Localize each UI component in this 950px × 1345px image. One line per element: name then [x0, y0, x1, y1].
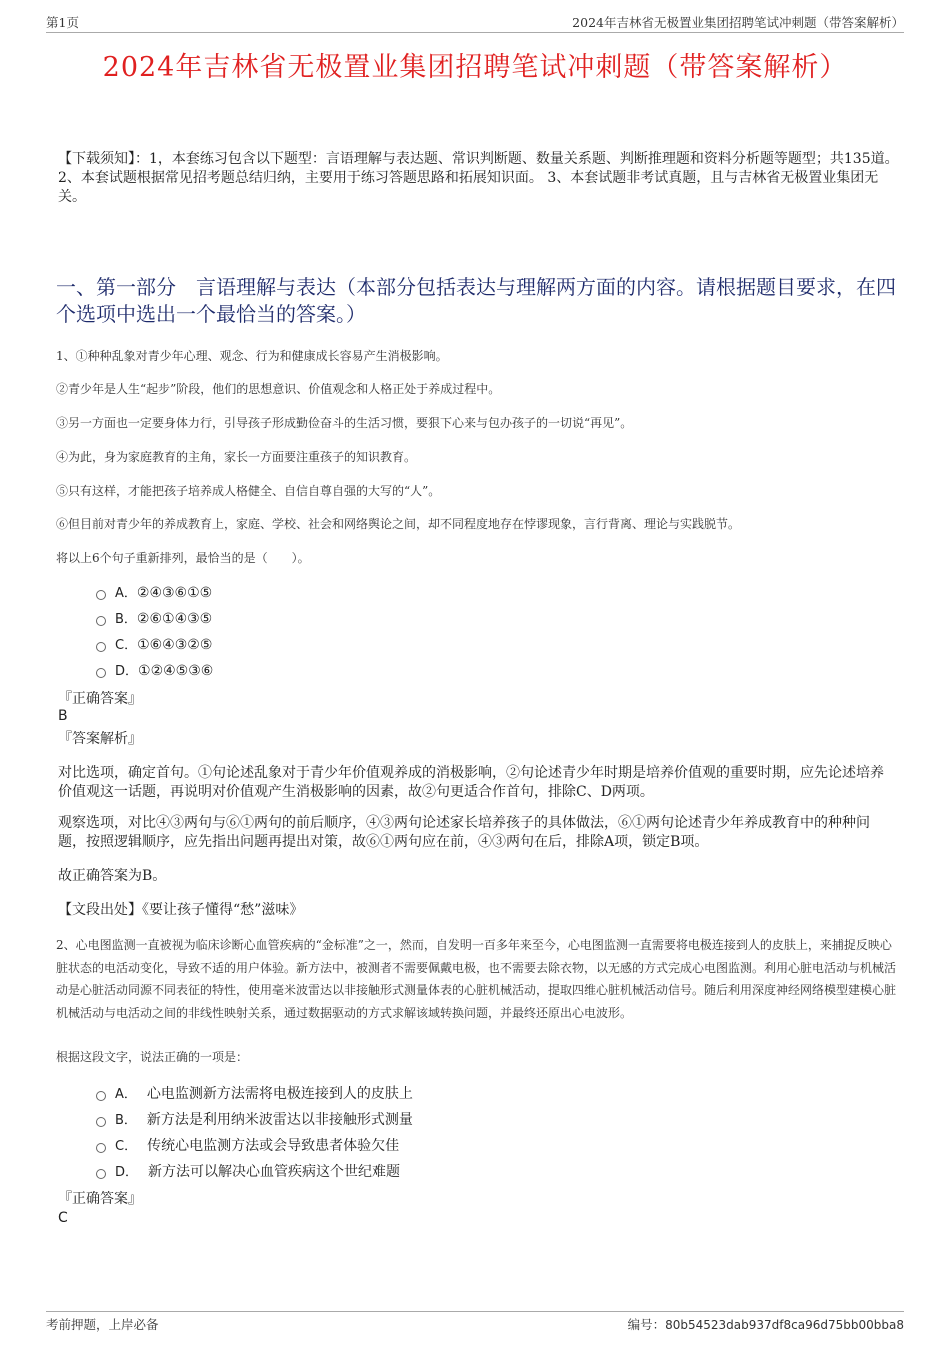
q1-analysis-label: 『答案解析』	[58, 731, 142, 747]
q1-sentence-3: ③另一方面也一定要身体力行，引导孩子形成勤俭奋斗的生活习惯，要狠下心来与包办孩子的一切说“再见”。	[56, 416, 633, 430]
q1-sentence-2: ②青少年是人生“起步”阶段，他们的思想意识、价值观念和人格正处于养成过程中。	[56, 382, 501, 396]
q1-option-a[interactable]: A．②④③⑥①⑤	[96, 583, 212, 603]
q1-sentence-4: ④为此，身为家庭教育的主角，家长一方面要注重孩子的知识教育。	[56, 450, 417, 464]
q1-option-c[interactable]: C．①⑥④③②⑤	[96, 635, 212, 655]
radio-icon[interactable]	[96, 642, 106, 652]
radio-icon[interactable]	[96, 1091, 106, 1101]
radio-icon[interactable]	[96, 590, 106, 600]
page-header	[46, 13, 904, 33]
q2-answer-label: 『正确答案』	[58, 1191, 142, 1207]
footer-slogan: 考前押题，上岸必备	[46, 1317, 159, 1332]
q1-answer-label: 『正确答案』	[58, 691, 142, 707]
radio-icon[interactable]	[96, 668, 106, 678]
q2-option-d[interactable]: D． 新方法可以解决心血管疾病这个世纪难题	[96, 1162, 400, 1182]
section-heading: 一、第一部分 言语理解与表达（本部分包括表达与理解两方面的内容。请根据题目要求，在四个选项中选出一个最恰当的答案。）	[56, 275, 896, 326]
q1-source: 【文段出处】《要让孩子懂得“愁”滋味》	[58, 902, 304, 918]
q1-option-d[interactable]: D．①②④⑤③⑥	[96, 661, 213, 681]
q1-analysis-para-2: 观察选项，对比④③两句与⑥①两句的前后顺序，④③两句论述家长培养孩子的具体做法，⑥①两句论述青少年养成教育中的种种问题，按照逻辑顺序，应先指出问题再提出对策，故⑥①两句应在前，④③两句在后，排除A项，锁定B项。	[58, 815, 870, 850]
q1-sentence-1: 1、①种种乱象对青少年心理、观念、行为和健康成长容易产生消极影响。	[56, 349, 448, 363]
q2-option-c[interactable]: C． 传统心电监测方法或会导致患者体验欠佳	[96, 1136, 399, 1156]
q1-analysis-para-1: 对比选项，确定首句。①句论述乱象对于青少年价值观养成的消极影响，②句论述青少年时期是培养价值观的重要时期，应先论述培养价值观这一话题，再说明对价值观产生消极影响的因素，故②句更适合作首句，排除C、D两项。	[58, 765, 884, 800]
q1-sentence-6: ⑥但目前对青少年的养成教育上，家庭、学校、社会和网络舆论之间，却不同程度地存在悖谬现象，言行背离、理论与实践脱节。	[56, 517, 741, 531]
radio-icon[interactable]	[96, 1169, 106, 1179]
q1-answer: B	[58, 708, 68, 724]
q2-question: 根据这段文字，说法正确的一项是：	[56, 1050, 249, 1064]
footer-divider	[46, 1311, 904, 1312]
radio-icon[interactable]	[96, 616, 106, 626]
q2-option-b[interactable]: B． 新方法是利用纳米波雷达以非接触形式测量	[96, 1110, 413, 1130]
footer-code: 编号：80b54523dab937df8ca96d75bb00bba8	[627, 1317, 904, 1332]
q1-analysis-para-3: 故正确答案为B。	[58, 868, 167, 884]
page-number: 第1页	[46, 15, 79, 30]
document-title: 2024年吉林省无极置业集团招聘笔试冲刺题（带答案解析）	[102, 52, 848, 83]
header-doc-title: 2024年吉林省无极置业集团招聘笔试冲刺题（带答案解析）	[572, 15, 904, 30]
download-notice: 【下载须知】：1，本套练习包含以下题型：言语理解与表达题、常识判断题、数量关系题、判断推理题和资料分析题等题型；共135道。 2、本套试题根据常见招考题总结归纳，主要用于练习答题思路和拓展知识面。 3、本套试题非考试真题，且与吉林省无极置业集团无关。	[58, 151, 899, 205]
q2-option-a[interactable]: A． 心电监测新方法需将电极连接到人的皮肤上	[96, 1084, 413, 1104]
q2-passage: 2、心电图监测一直被视为临床诊断心血管疾病的“金标准”之一，然而，自发明一百多年来至今，心电图监测一直需要将电极连接到人的皮肤上，来捕捉反映心脏状态的电活动变化，导致不适的用户体验。新方法中，被测者不需要佩戴电极，也不需要去除衣物，以无感的方式完成心电图监测。利用心脏电活动与机械活动是心脏活动同源不同表征的特性，使用毫米波雷达以非接触形式测量体表的心脏机械活动，提取四维心脏机械活动信号。随后利用深度神经网络模型建模心脏机械活动与电活动之间的非线性映射关系，通过数据驱动的方式求解该域转换问题，并最终还原出心电波形。	[56, 938, 897, 1020]
q1-sentence-5: ⑤只有这样，才能把孩子培养成人格健全、自信自尊自强的大写的“人”。	[56, 484, 441, 498]
q2-answer: C	[58, 1210, 68, 1226]
header-divider	[46, 32, 904, 33]
radio-icon[interactable]	[96, 1117, 106, 1127]
q1-question: 将以上6个句子重新排列，最恰当的是（ ）。	[56, 551, 310, 565]
radio-icon[interactable]	[96, 1143, 106, 1153]
q1-option-b[interactable]: B．②⑥①④③⑤	[96, 609, 212, 629]
